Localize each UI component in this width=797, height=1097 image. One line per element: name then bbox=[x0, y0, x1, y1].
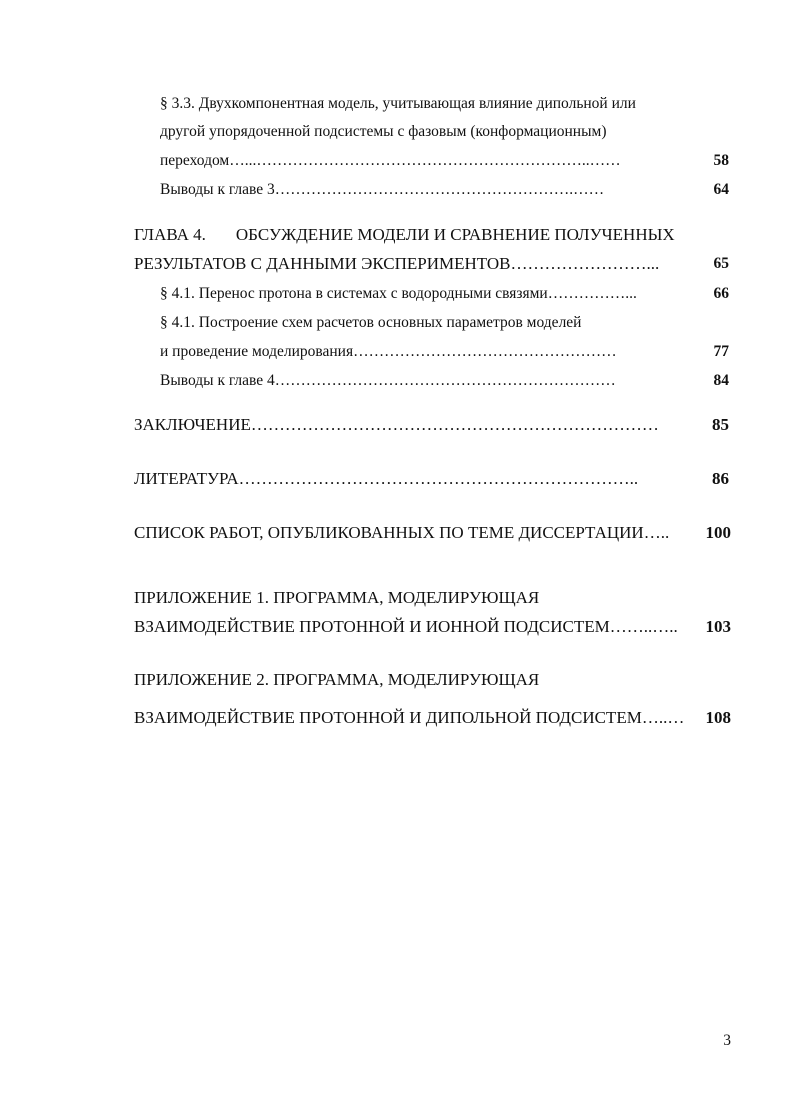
toc-ch4-heading bbox=[134, 225, 675, 245]
toc-publications-page: 100 bbox=[705, 523, 731, 542]
toc-s41a: § 4.1. Перенос протона в системах с водородными связями……………... bbox=[160, 285, 637, 302]
toc-ch4-conclusions-page: 84 bbox=[713, 372, 729, 389]
toc-conclusion: ЗАКЛЮЧЕНИЕ……………………………………………………………… bbox=[134, 415, 659, 434]
toc-s41b-page: 77 bbox=[713, 343, 729, 360]
toc-ch4-label: ГЛАВА 4. bbox=[134, 225, 206, 244]
toc-appendix1-line2: ВЗАИМОДЕЙСТВИЕ ПРОТОННОЙ И ИОННОЙ ПОДСИСТЕМ……..….. bbox=[134, 617, 678, 636]
toc-literature-page: 86 bbox=[712, 469, 729, 488]
toc-s41b-line1: § 4.1. Построение схем расчетов основных параметров моделей bbox=[160, 314, 582, 331]
toc-ch4-conclusions: Выводы к главе 4………………………………………………………… bbox=[160, 372, 616, 389]
toc-appendix2-line2: ВЗАИМОДЕЙСТВИЕ ПРОТОННОЙ И ДИПОЛЬНОЙ ПОДСИСТЕМ…..… bbox=[134, 708, 685, 727]
toc-publications: СПИСОК РАБОТ, ОПУБЛИКОВАННЫХ ПО ТЕМЕ ДИССЕРТАЦИИ….. bbox=[134, 523, 670, 542]
toc-appendix1-line1: ПРИЛОЖЕНИЕ 1. ПРОГРАММА, МОДЕЛИРУЮЩАЯ bbox=[134, 588, 540, 607]
toc-ch4-line2: РЕЗУЛЬТАТОВ С ДАННЫМИ ЭКСПЕРИМЕНТОВ……………………... bbox=[134, 254, 660, 273]
toc-literature: ЛИТЕРАТУРА…………………………………………………………….. bbox=[134, 469, 639, 488]
toc-ch4-page: 65 bbox=[713, 255, 729, 272]
toc-s33-line2: другой упорядоченной подсистемы с фазовым (конформационным) bbox=[160, 123, 607, 140]
toc-ch4-title-line1: ОБСУЖДЕНИЕ МОДЕЛИ И СРАВНЕНИЕ ПОЛУЧЕННЫХ bbox=[235, 225, 675, 244]
page-number: 3 bbox=[723, 1032, 731, 1049]
toc-s41a-page: 66 bbox=[713, 285, 729, 302]
toc-s33-line3: переходом…...………………………………………………………..…… bbox=[160, 152, 621, 169]
toc-conclusion-page: 85 bbox=[712, 415, 729, 434]
toc-appendix1-page: 103 bbox=[705, 617, 731, 636]
toc-ch3-conclusions: Выводы к главе 3………………………………………………….…… bbox=[160, 181, 605, 198]
toc-s33-page: 58 bbox=[713, 152, 729, 169]
toc-s33-line1: § 3.3. Двухкомпонентная модель, учитывающая влияние дипольной или bbox=[160, 95, 636, 112]
toc-ch3-conclusions-page: 64 bbox=[713, 181, 729, 198]
toc-appendix2-line1: ПРИЛОЖЕНИЕ 2. ПРОГРАММА, МОДЕЛИРУЮЩАЯ bbox=[134, 670, 540, 689]
toc-s41b-line2: и проведение моделирования…………………………………………… bbox=[160, 343, 617, 360]
toc-appendix2-page: 108 bbox=[705, 708, 731, 727]
